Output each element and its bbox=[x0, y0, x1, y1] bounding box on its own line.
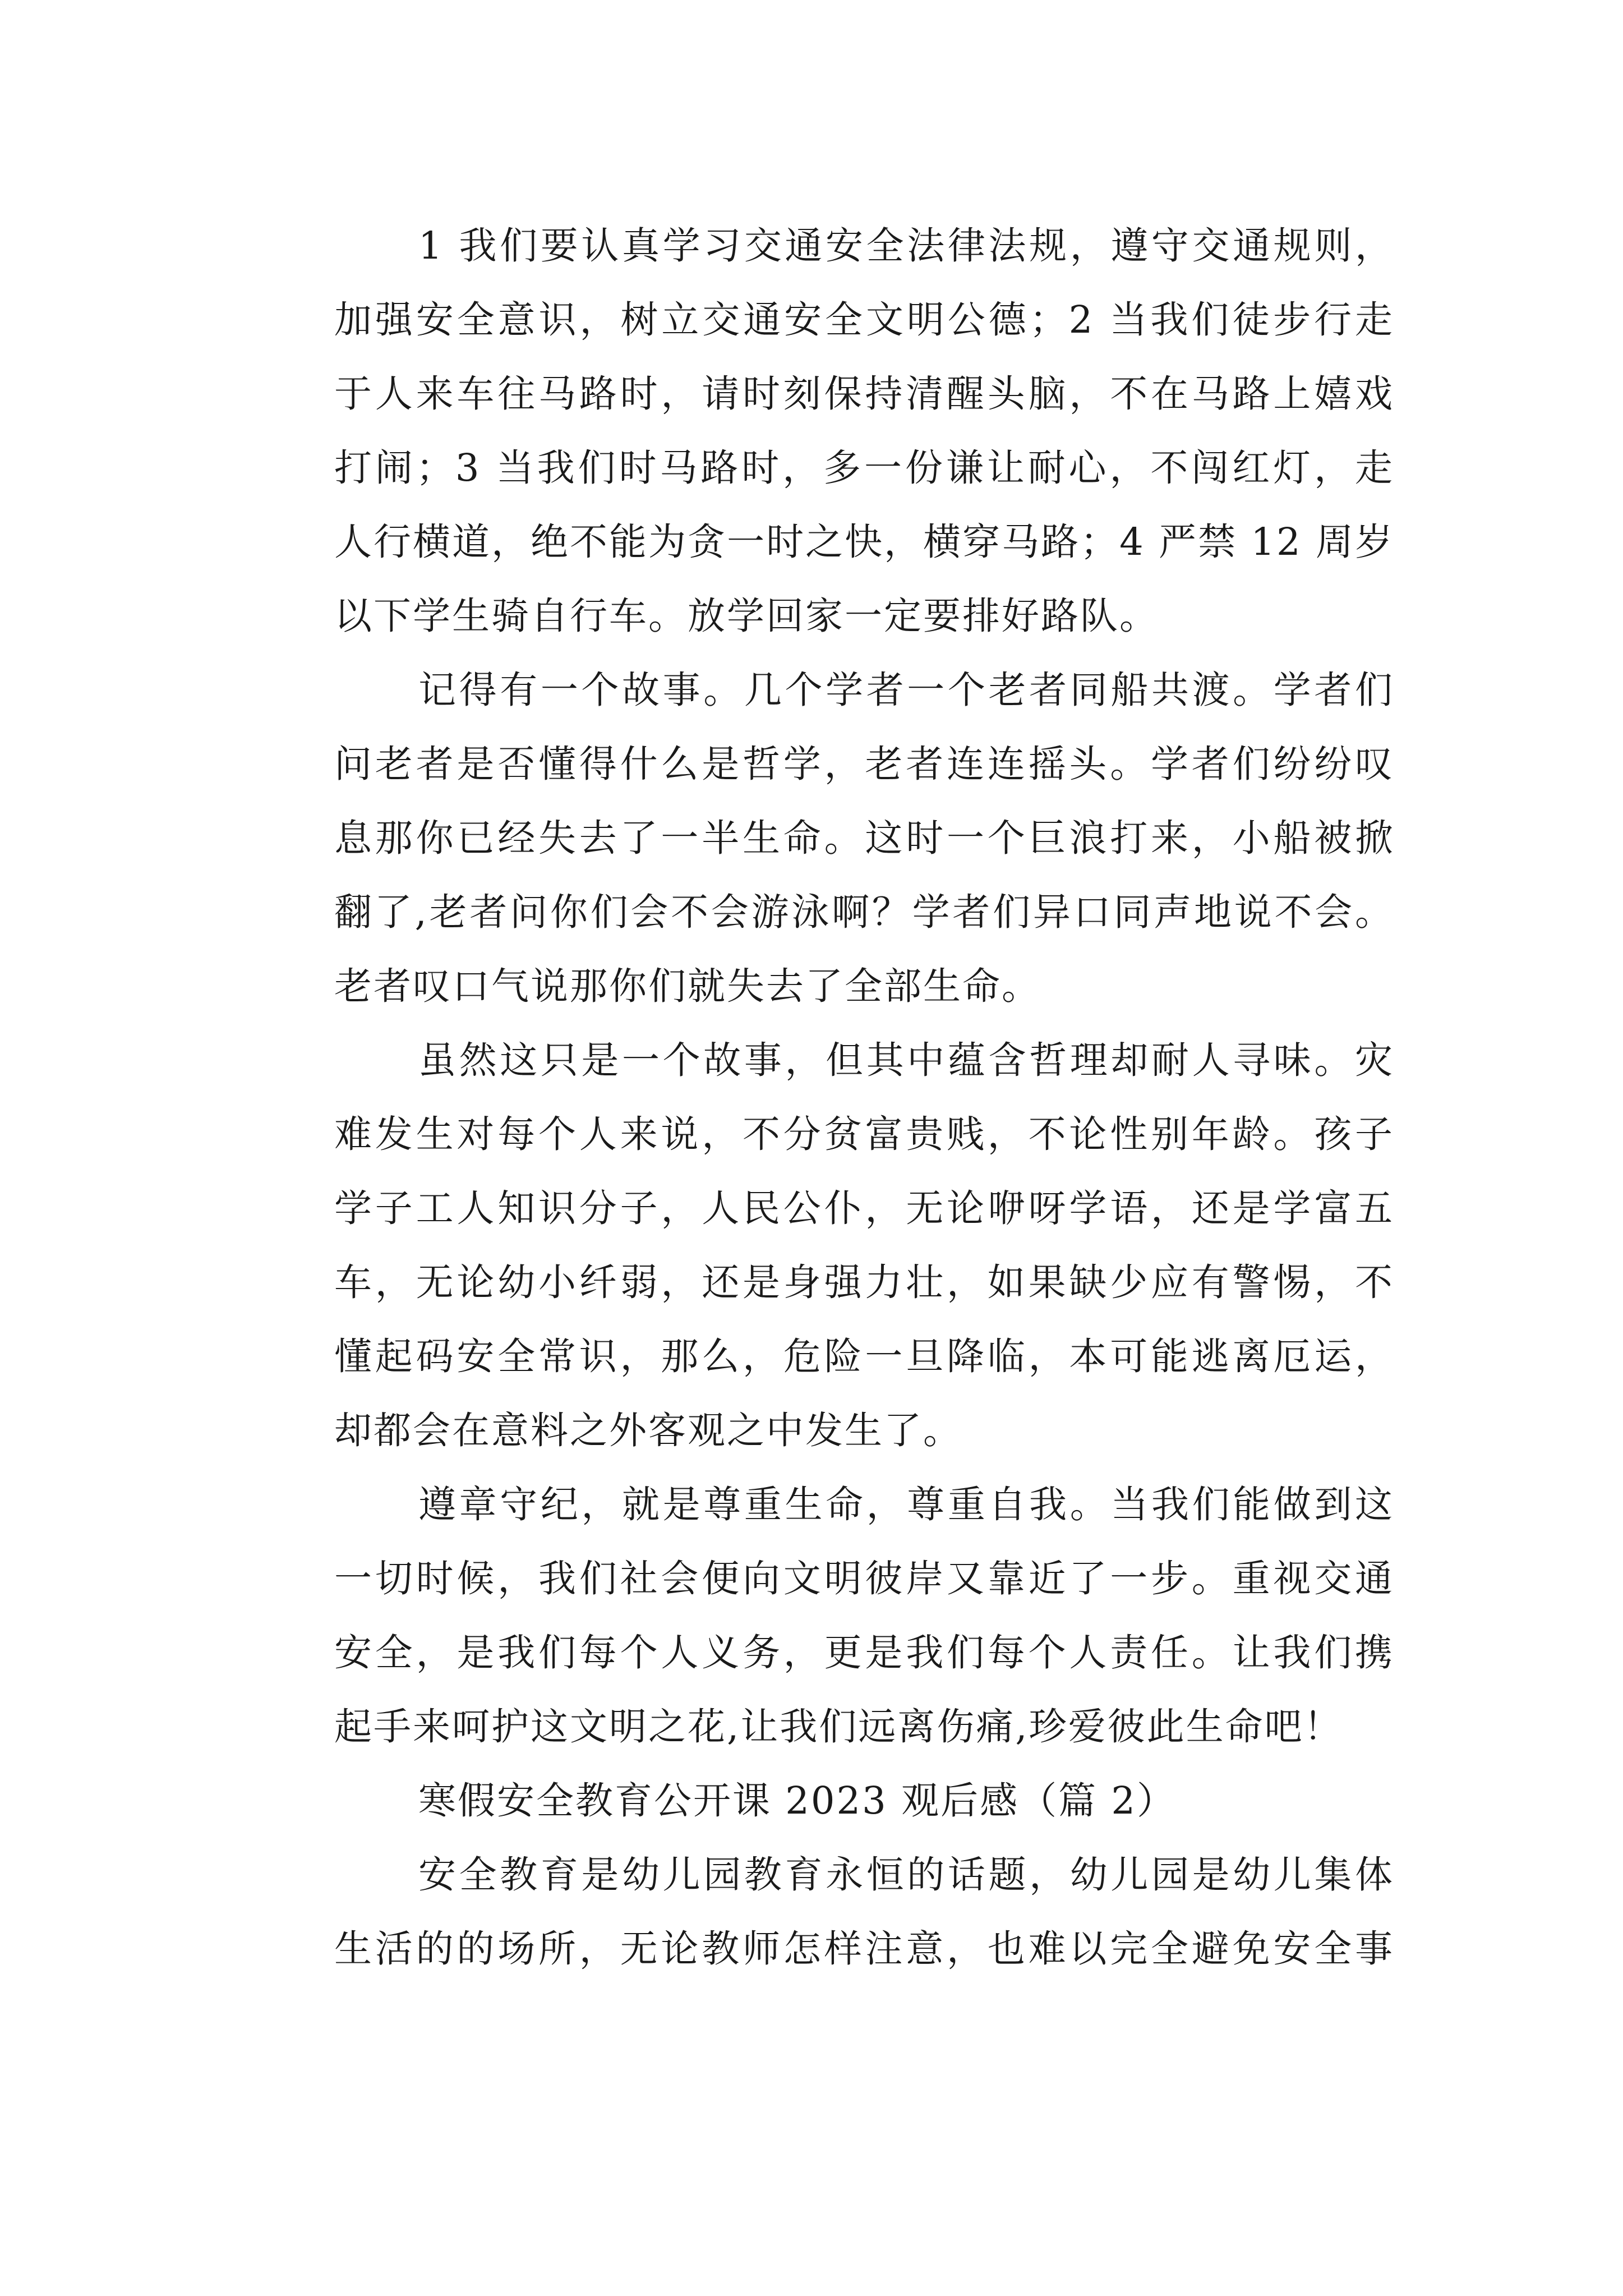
text-line: 息那你已经失去了一半生命。这时一个巨浪打来，小船被掀 bbox=[334, 816, 1394, 860]
text-line: 1 我们要认真学习交通安全法律法规，遵守交通规则， bbox=[418, 224, 1394, 268]
text-line: 难发生对每个人来说，不分贫富贵贱，不论性别年龄。孩子 bbox=[334, 1112, 1394, 1156]
text-line: 记得有一个故事。几个学者一个老者同船共渡。学者们 bbox=[418, 668, 1394, 712]
section-heading bbox=[250, 1764, 1394, 1838]
text-line: 车，无论幼小纤弱，还是身强力壮，如果缺少应有警惕，不 bbox=[334, 1260, 1394, 1304]
text-line: 却都会在意料之外客观之中发生了。 bbox=[334, 1409, 962, 1452]
section-title: 寒假安全教育公开课 2023 观后感（篇 2） bbox=[418, 1779, 1177, 1823]
text-line: 遵章守纪，就是尊重生命，尊重自我。当我们能做到这 bbox=[418, 1483, 1394, 1526]
text-line: 加强安全意识，树立交通安全文明公德；2 当我们徒步行走 bbox=[334, 298, 1394, 342]
text-line: 安全教育是幼儿园教育永恒的话题，幼儿园是幼儿集体 bbox=[418, 1853, 1394, 1897]
paragraph-reflection bbox=[250, 1023, 1394, 1467]
paragraph-story bbox=[250, 653, 1394, 1023]
text-line: 学子工人知识分子，人民公仆，无论咿呀学语，还是学富五 bbox=[334, 1186, 1394, 1230]
text-line: 翻了,老者问你们会不会游泳啊？学者们异口同声地说不会。 bbox=[334, 890, 1394, 934]
document-body bbox=[250, 209, 1394, 1986]
text-line: 一切时候，我们社会便向文明彼岸又靠近了一步。重视交通 bbox=[334, 1557, 1394, 1600]
text-line: 虽然这只是一个故事，但其中蕴含哲理却耐人寻味。灾 bbox=[418, 1038, 1394, 1082]
text-line: 打闹；3 当我们时马路时，多一份谦让耐心，不闯红灯，走 bbox=[334, 446, 1394, 490]
paragraph-traffic-rules bbox=[250, 209, 1394, 653]
text-line: 人行横道，绝不能为贪一时之快，横穿马路；4 严禁 12 周岁 bbox=[334, 520, 1394, 564]
text-line: 起手来呵护这文明之花,让我们远离伤痛,珍爱彼此生命吧！ bbox=[334, 1705, 1343, 1749]
text-line: 生活的的场所，无论教师怎样注意，也难以完全避免安全事 bbox=[334, 1927, 1394, 1971]
text-line: 懂起码安全常识，那么，危险一旦降临，本可能逃离厄运， bbox=[334, 1335, 1394, 1378]
paragraph-conclusion bbox=[250, 1467, 1394, 1764]
text-line: 问老者是否懂得什么是哲学，老者连连摇头。学者们纷纷叹 bbox=[334, 742, 1394, 786]
text-line: 于人来车往马路时，请时刻保持清醒头脑，不在马路上嬉戏 bbox=[334, 372, 1394, 416]
text-line: 安全，是我们每个人义务，更是我们每个人责任。让我们携 bbox=[334, 1631, 1394, 1674]
text-line: 以下学生骑自行车。放学回家一定要排好路队。 bbox=[334, 594, 1159, 638]
paragraph-kindergarten bbox=[250, 1838, 1394, 1986]
text-line: 老者叹口气说那你们就失去了全部生命。 bbox=[334, 964, 1041, 1008]
